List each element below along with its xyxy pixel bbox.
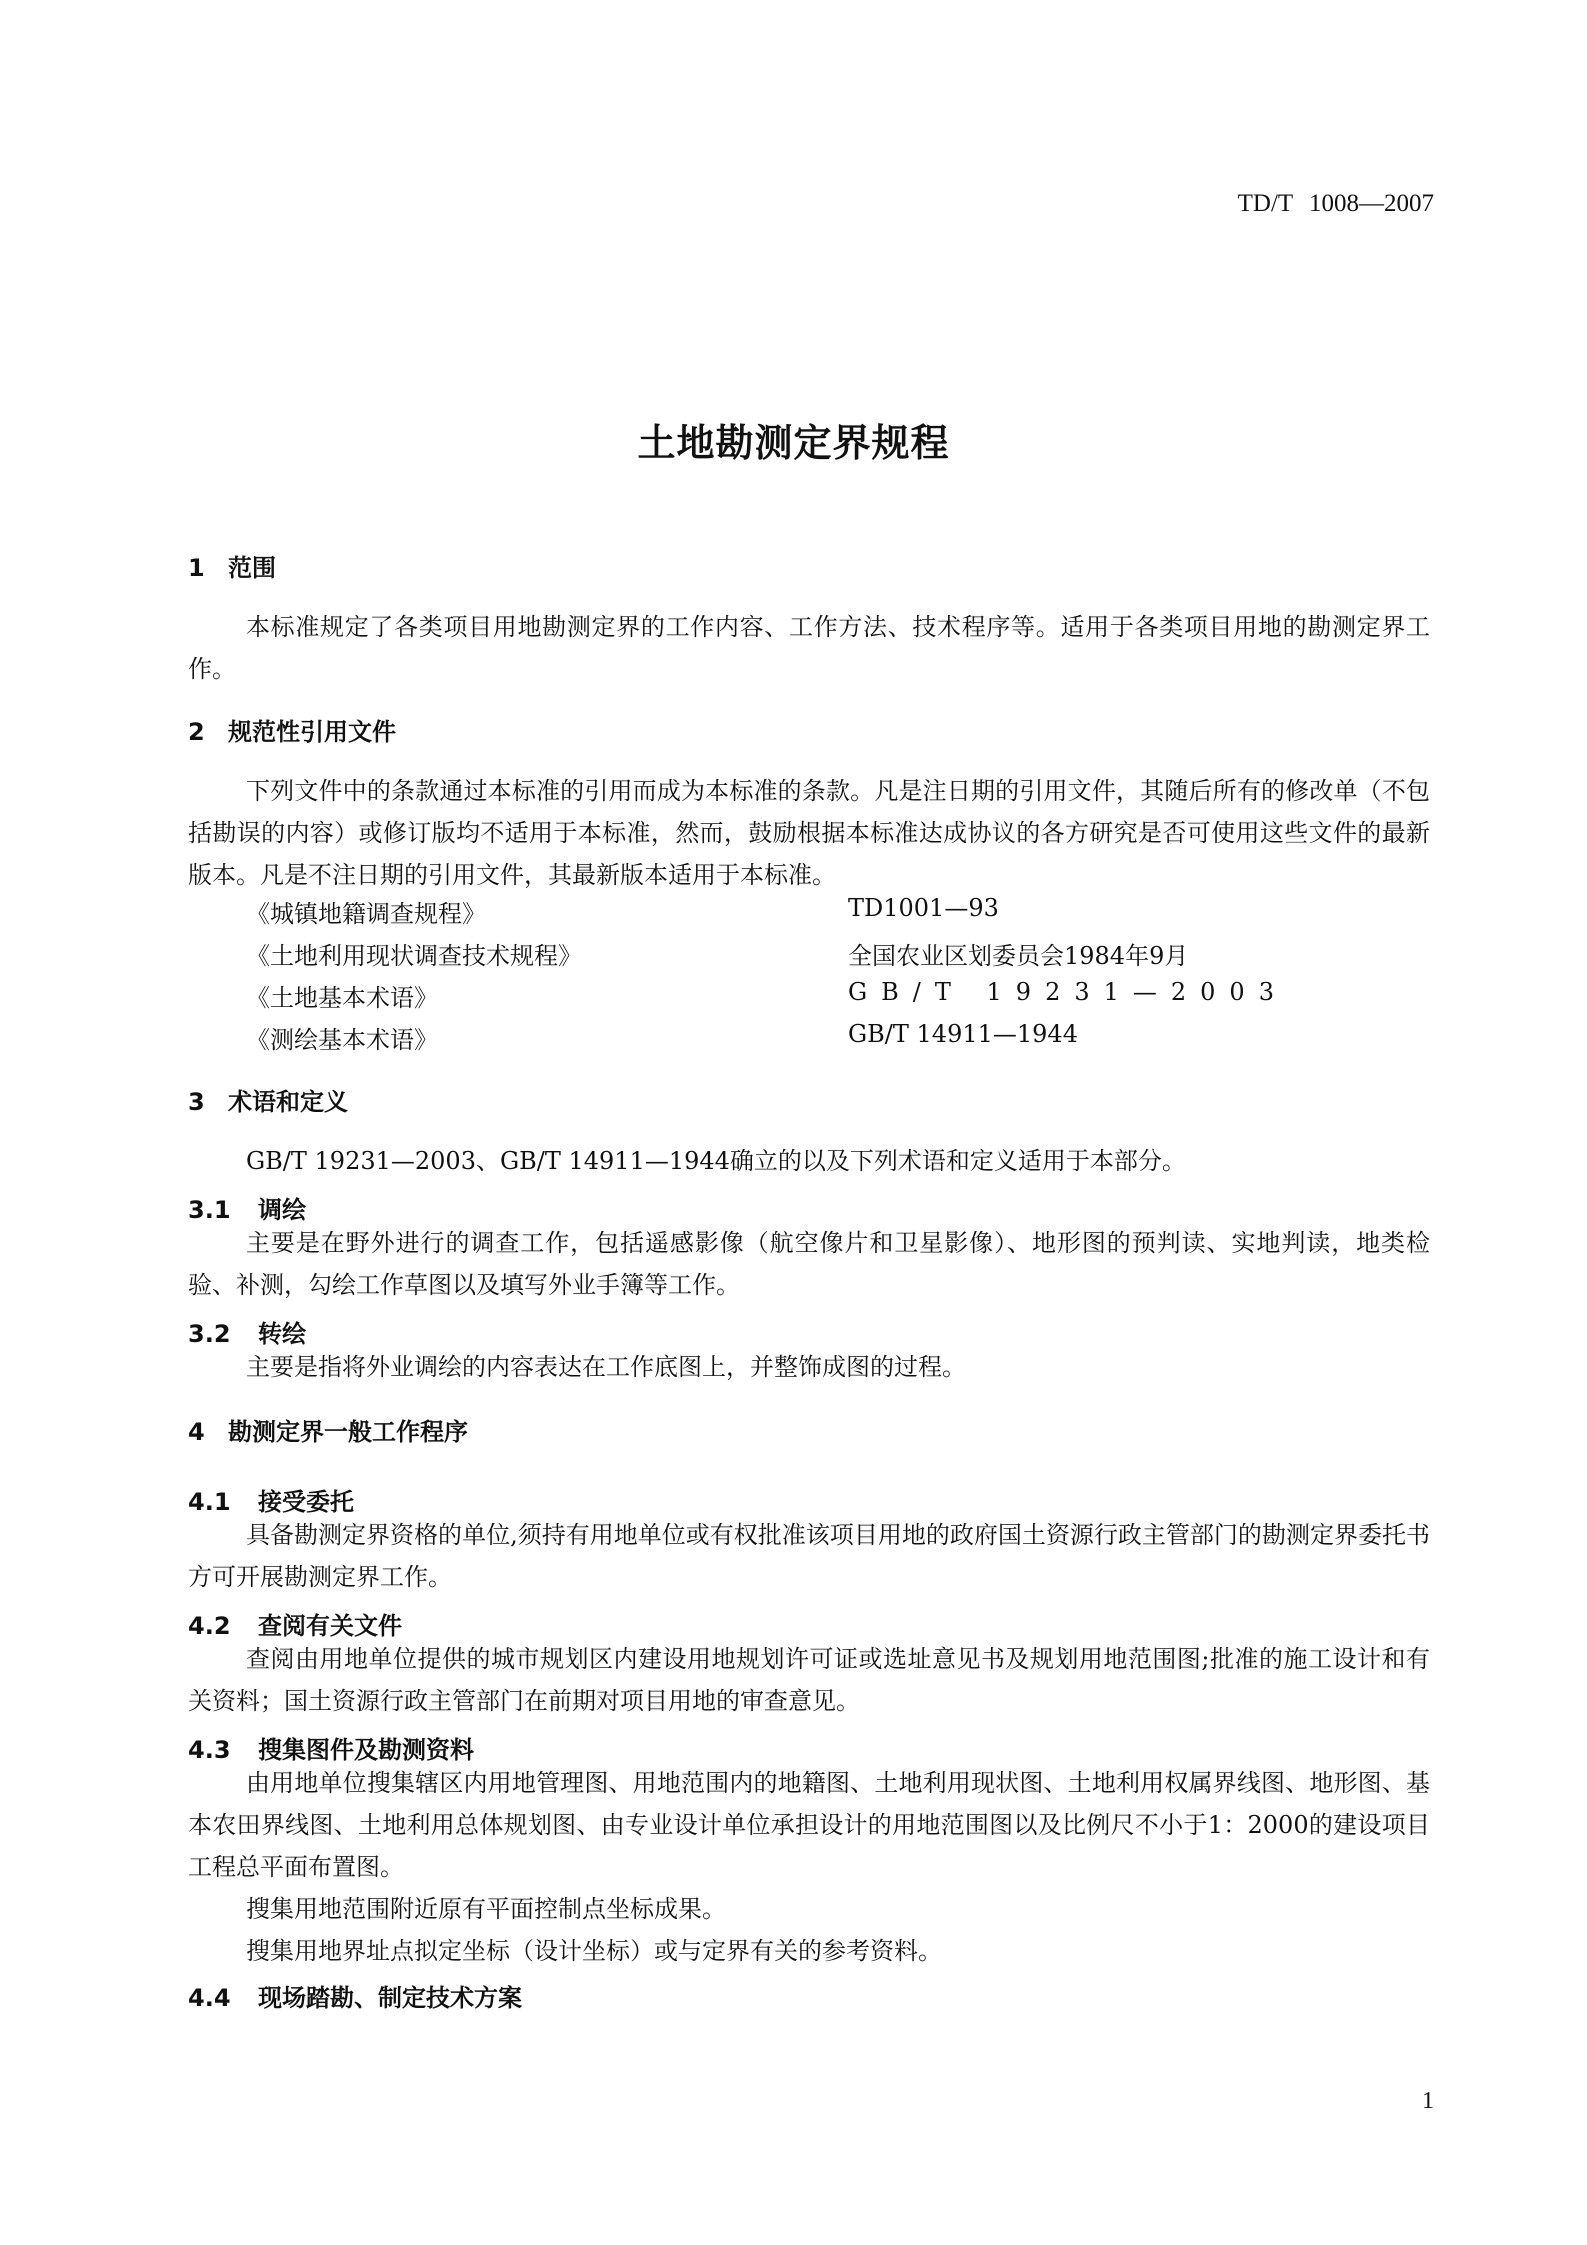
subsection-title: 现场踏勘、制定技术方案	[258, 1984, 522, 2012]
subsection-4-1-paragraph: 具备勘测定界资格的单位,须持有用地单位或有权批准该项目用地的政府国土资源行政主管部门的勘测定界委托书方可开展勘测定界工作。	[188, 1521, 1430, 1591]
section-3-paragraph: GB/T 19231—2003、GB/T 14911—1944确立的以及下列术语和定义适用于本部分。	[246, 1147, 1186, 1175]
subsection-4-2-paragraph: 查阅由用地单位提供的城市规划区内建设用地规划许可证或选址意见书及规划用地范围图;批准的施工设计和有关资料；国土资源行政主管部门在前期对项目用地的审查意见。	[188, 1645, 1430, 1715]
reference-code: 全国农业区划委员会1984年9月	[848, 942, 1189, 970]
reference-title: 《城镇地籍调查规程》	[246, 900, 486, 928]
subsection-title: 调绘	[258, 1196, 306, 1224]
standard-code: TD/T 1008—2007	[1237, 190, 1434, 217]
reference-title: 《土地基本术语》	[246, 984, 438, 1012]
subsection-4-3-paragraph-3: 搜集用地界址点拟定坐标（设计坐标）或与定界有关的参考资料。	[246, 1937, 942, 1965]
subsection-title: 接受委托	[258, 1488, 354, 1516]
section-title: 范围	[228, 554, 276, 582]
reference-code: GB/T 19231—2003	[848, 978, 1288, 1006]
section-heading-2	[188, 712, 396, 747]
section-1-paragraph: 本标准规定了各类项目用地勘测定界的工作内容、工作方法、技术程序等。适用于各类项目用地的勘测定界工作。	[188, 613, 1430, 683]
subsection-3-1-paragraph: 主要是在野外进行的调查工作，包括遥感影像（航空像片和卫星影像）、地形图的预判读、实地判读，地类检验、补测，勾绘工作草图以及填写外业手簿等工作。	[188, 1229, 1430, 1299]
subsection-title: 转绘	[258, 1320, 306, 1348]
subsection-number: 3.2	[188, 1320, 231, 1348]
section-number: 1	[188, 554, 205, 582]
reference-code: GB/T 14911—1944	[848, 1020, 1078, 1048]
subsection-heading-3-2	[188, 1314, 306, 1349]
section-title: 勘测定界一般工作程序	[228, 1418, 468, 1446]
subsection-heading-3-1	[188, 1190, 306, 1225]
page-number: 1	[1422, 2088, 1434, 2114]
subsection-heading-4-4	[188, 1978, 522, 2013]
subsection-3-2-paragraph: 主要是指将外业调绘的内容表达在工作底图上，并整饰成图的过程。	[246, 1353, 966, 1381]
section-heading-1	[188, 548, 276, 583]
section-number: 2	[188, 718, 205, 746]
subsection-number: 4.1	[188, 1488, 231, 1516]
subsection-number: 4.3	[188, 1736, 231, 1764]
subsection-title: 查阅有关文件	[258, 1612, 402, 1640]
subsection-number: 4.2	[188, 1612, 231, 1640]
subsection-title: 搜集图件及勘测资料	[258, 1736, 474, 1764]
section-title: 术语和定义	[228, 1088, 348, 1116]
subsection-4-3-paragraph-1: 由用地单位搜集辖区内用地管理图、用地范围内的地籍图、土地利用现状图、土地利用权属界线图、地形图、基本农田界线图、土地利用总体规划图、由专业设计单位承担设计的用地范围图以及比例尺不小于1：2000的建设项目工程总平面布置图。	[188, 1769, 1430, 1881]
section-number: 4	[188, 1418, 205, 1446]
section-title: 规范性引用文件	[228, 718, 396, 746]
subsection-4-3-paragraph-2: 搜集用地范围附近原有平面控制点坐标成果。	[246, 1895, 726, 1923]
subsection-number: 4.4	[188, 1984, 231, 2012]
subsection-heading-4-3	[188, 1730, 474, 1765]
reference-code: TD1001—93	[848, 894, 999, 922]
section-number: 3	[188, 1088, 205, 1116]
reference-title: 《土地利用现状调查技术规程》	[246, 942, 582, 970]
section-heading-4	[188, 1412, 468, 1447]
subsection-number: 3.1	[188, 1196, 231, 1224]
section-heading-3	[188, 1082, 348, 1117]
subsection-heading-4-1	[188, 1482, 354, 1517]
reference-title: 《测绘基本术语》	[246, 1026, 438, 1054]
section-2-paragraph: 下列文件中的条款通过本标准的引用而成为本标准的条款。凡是注日期的引用文件，其随后所有的修改单（不包括勘误的内容）或修订版均不适用于本标准，然而，鼓励根据本标准达成协议的各方研究是否可使用这些文件的最新版本。凡是不注日期的引用文件，其最新版本适用于本标准。	[188, 777, 1430, 889]
subsection-heading-4-2	[188, 1606, 402, 1641]
document-title: 土地勘测定界规程	[637, 421, 950, 465]
